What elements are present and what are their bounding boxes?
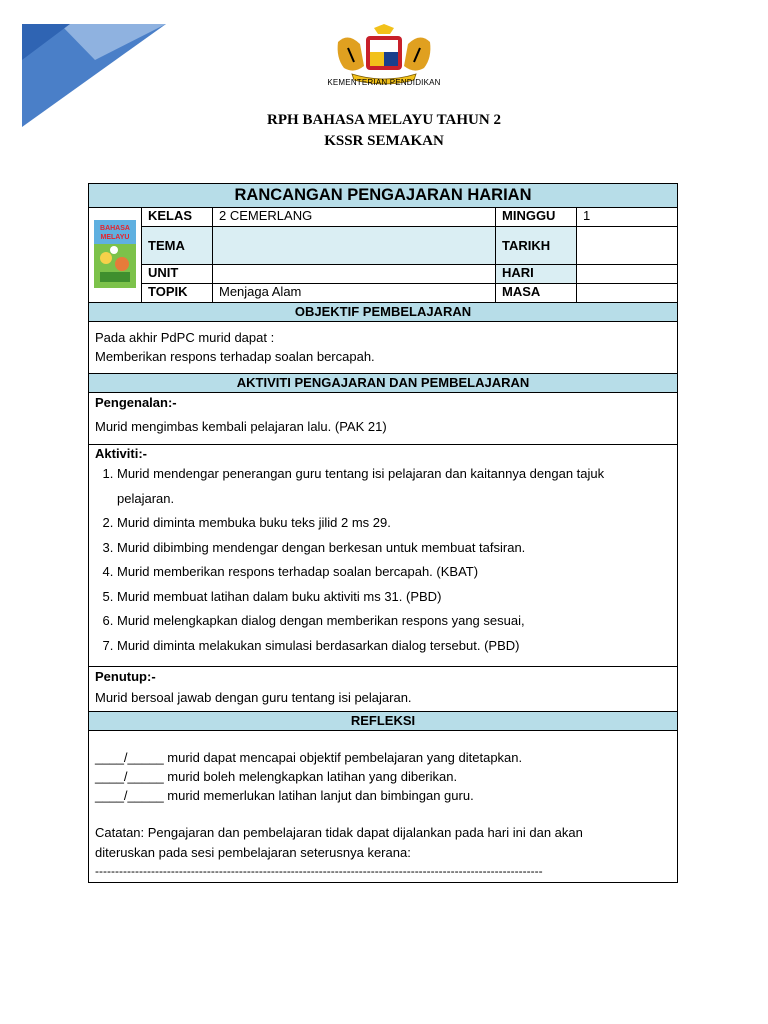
refleksi-header: REFLEKSI [89, 712, 678, 731]
book-cover-image [89, 208, 142, 303]
book-cover-subtitle: MELAYU [100, 233, 130, 241]
catatan-text: Catatan: Pengajaran dan pembelajaran tidak dapat dijalankan pada hari ini dan akan diteruskan pada sesi pembelajaran seterusnya kerana: [95, 825, 583, 860]
masa-label: MASA [496, 284, 577, 303]
book-cover-title: BAHASA [100, 224, 130, 232]
tarikh-value [577, 227, 678, 265]
unit-label: UNIT [142, 265, 213, 284]
minggu-value: 1 [577, 208, 678, 227]
corner-decoration [0, 0, 170, 130]
ministry-name: KEMENTERIAN PENDIDIKAN [327, 78, 441, 87]
kelas-label: KELAS [142, 208, 213, 227]
tarikh-label: TARIKH [496, 227, 577, 265]
masa-value [577, 284, 678, 303]
book-cover-illustration [94, 220, 136, 288]
penutup-text: Murid bersoal jawab dengan guru tentang isi pelajaran. [95, 690, 412, 705]
unit-value [213, 265, 496, 284]
pengenalan-label: Pengenalan:- [95, 395, 177, 410]
hari-value [577, 265, 678, 284]
topik-label: TOPIK [142, 284, 213, 303]
refleksi-line: ____/_____ murid boleh melengkapkan latihan yang diberikan. [95, 769, 458, 784]
document-subtitle: KSSR SEMAKAN [324, 133, 444, 149]
refleksi-section [89, 731, 678, 883]
list-item: 2. Murid diminta membuka buku teks jilid 2 ms 29. [117, 511, 671, 536]
aktiviti-header: AKTIVITI PENGAJARAN DAN PEMBELAJARAN [89, 374, 678, 393]
list-item: 6. Murid melengkapkan dialog dengan memberikan respons yang sesuai, [117, 609, 671, 634]
document-title: RPH BAHASA MELAYU TAHUN 2 [267, 112, 501, 128]
penutup-section [89, 667, 678, 712]
objektif-section [89, 322, 678, 374]
refleksi-line: ____/_____ murid dapat mencapai objektif pembelajaran yang ditetapkan. [95, 750, 523, 765]
refleksi-line: ____/_____ murid memerlukan latihan lanjut dan bimbingan guru. [95, 788, 474, 803]
list-item: 4. Murid memberikan respons terhadap soalan bercapah. (KBAT) [117, 560, 671, 585]
topik-value: Menjaga Alam [213, 284, 496, 303]
kelas-value: 2 CEMERLANG [213, 208, 496, 227]
aktiviti-section [89, 445, 678, 667]
list-item: 7. Murid diminta melakukan simulasi berdasarkan dialog tersebut. (PBD) [117, 634, 671, 659]
catatan-dashes: ---------------------------------------------------------------------------------------------------------------- [95, 864, 543, 878]
hari-label: HARI [496, 265, 577, 284]
list-item: 5. Murid membuat latihan dalam buku aktiviti ms 31. (PBD) [117, 585, 671, 610]
tema-value [213, 227, 496, 265]
table-title: RANCANGAN PENGAJARAN HARIAN [89, 184, 678, 208]
minggu-label: MINGGU [496, 208, 577, 227]
objektif-intro: Pada akhir PdPC murid dapat : [95, 330, 275, 345]
objektif-header: OBJEKTIF PEMBELAJARAN [89, 303, 678, 322]
objektif-text: Memberikan respons terhadap soalan bercapah. [95, 349, 375, 364]
aktiviti-label: Aktiviti:- [95, 446, 147, 461]
pengenalan-text: Murid mengimbas kembali pelajaran lalu. (PAK 21) [95, 419, 387, 434]
aktiviti-list [95, 462, 671, 658]
pengenalan-section [89, 393, 678, 445]
rph-table [88, 183, 678, 883]
list-item: 1. Murid mendengar penerangan guru tentang isi pelajaran dan kaitannya dengan tajuk pelajaran. [117, 462, 671, 511]
penutup-label: Penutup:- [95, 669, 156, 684]
tema-label: TEMA [142, 227, 213, 265]
list-item: 3. Murid dibimbing mendengar dengan berkesan untuk membuat tafsiran. [117, 536, 671, 561]
